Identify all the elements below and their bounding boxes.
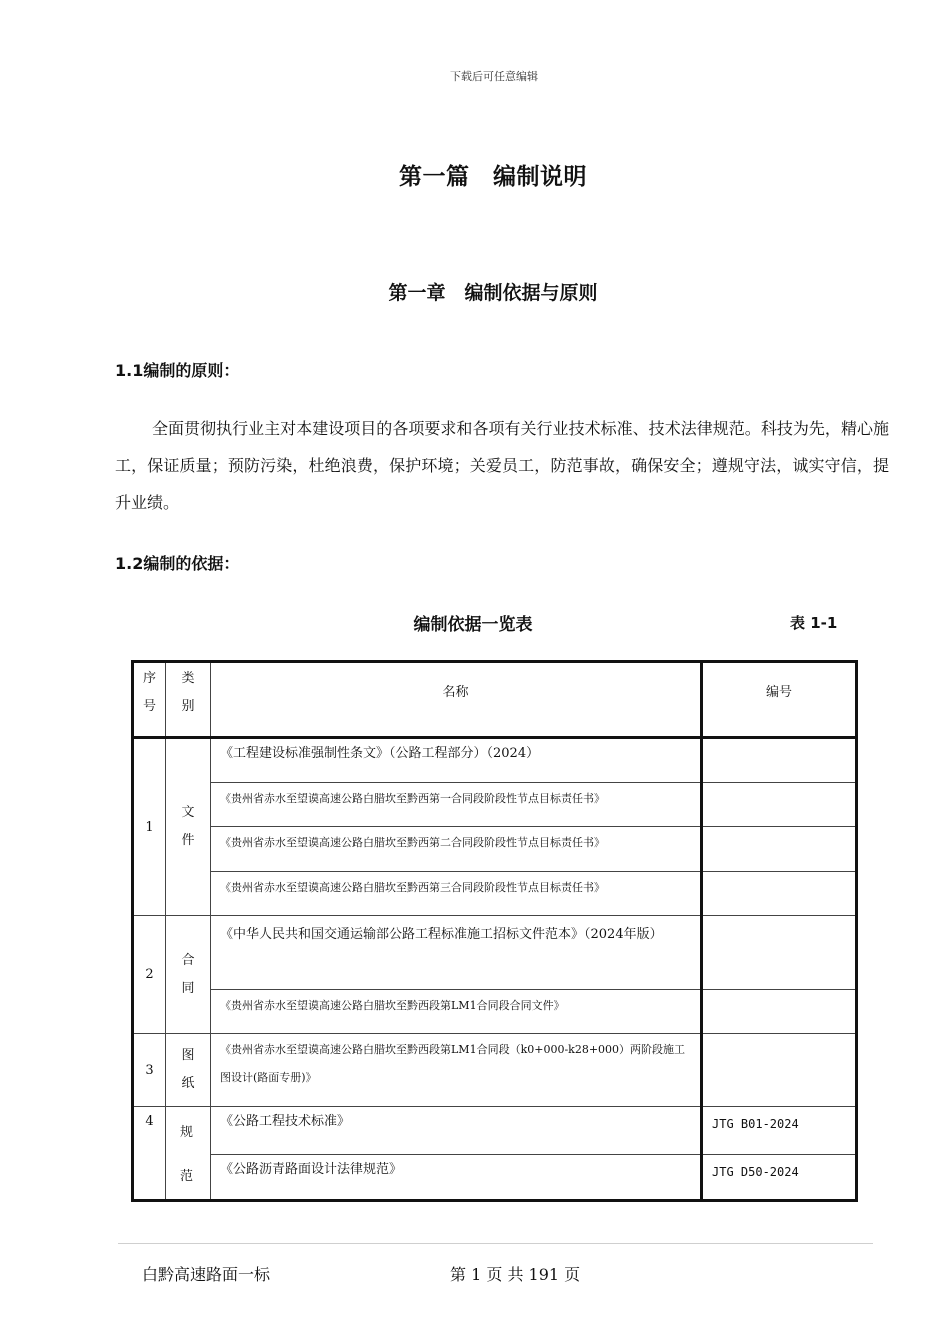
part-title: 第一篇 编制说明 [399, 164, 587, 190]
table-row [133, 783, 857, 827]
row-name: 《贵州省赤水至望谟高速公路白腊坎至黔西段第LM1合同段合同文件》 [211, 990, 702, 1034]
row-code [702, 827, 857, 872]
principles-paragraph: 全面贯彻执行业主对本建设项目的各项要求和各项有关行业技术标准、技术法律规范。科技为先，精心施工，保证质量；预防污染，杜绝浪费，保护环境；关爱员工，防范事故，确保安全；遵规守法，诚实守信，提升业绩。 [115, 419, 889, 512]
section-heading-principles: 1.1编制的原则： [115, 361, 240, 380]
row-category: 规范 [166, 1107, 211, 1201]
table-title: 编制依据一览表 [413, 615, 533, 635]
table-row [133, 872, 857, 916]
header-seq: 序号 [133, 662, 166, 738]
chapter-title: 第一章 编制依据与原则 [388, 282, 598, 304]
row-name: 《贵州省赤水至望谟高速公路白腊坎至黔西第二合同段阶段性节点目标责任书》 [211, 827, 702, 872]
table-number: 表 1-1 [790, 614, 838, 632]
header-code: 编号 [702, 662, 857, 738]
row-seq: 4 [133, 1107, 166, 1201]
row-code [702, 783, 857, 827]
row-name: 《贵州省赤水至望谟高速公路白腊坎至黔西段第LM1合同段（k0+000-k28+000）两阶段施工图设计(路面专册)》 [211, 1034, 702, 1107]
footer-project-name: 白黔高速路面一标 [142, 1265, 271, 1284]
row-code [702, 1034, 857, 1107]
header-category: 类别 [166, 662, 211, 738]
table-row [133, 1034, 857, 1107]
row-seq: 1 [133, 738, 166, 916]
row-name: 《贵州省赤水至望谟高速公路白腊坎至黔西第三合同段阶段性节点目标责任书》 [211, 872, 702, 916]
row-seq: 3 [133, 1034, 166, 1107]
header-name: 名称 [211, 662, 702, 738]
table-row [133, 1107, 857, 1155]
row-category: 文件 [166, 738, 211, 916]
row-name: 《中华人民共和国交通运输部公路工程标准施工招标文件范本》（2024年版） [211, 916, 702, 990]
table-row [133, 990, 857, 1034]
row-code: JTG B01-2024 [702, 1107, 857, 1155]
table-row [133, 1154, 857, 1200]
row-seq: 2 [133, 916, 166, 1034]
row-category: 合同 [166, 916, 211, 1034]
row-name: 《公路沥青路面设计法律规范》 [211, 1154, 702, 1200]
row-name: 《工程建设标准强制性条文》（公路工程部分）（2024） [211, 738, 702, 783]
row-name: 《公路工程技术标准》 [211, 1107, 702, 1155]
table-row [133, 827, 857, 872]
table-row [133, 738, 857, 783]
row-code [702, 738, 857, 783]
table-header-row [133, 662, 857, 738]
footer-page-number: 第 1 页 共 191 页 [450, 1265, 581, 1284]
basis-table [131, 660, 858, 1202]
header-note: 下载后可任意编辑 [450, 70, 538, 83]
row-name: 《贵州省赤水至望谟高速公路白腊坎至黔西第一合同段阶段性节点目标责任书》 [211, 783, 702, 827]
row-code [702, 916, 857, 990]
row-code [702, 990, 857, 1034]
section-heading-basis: 1.2编制的依据： [115, 554, 240, 573]
row-code [702, 872, 857, 916]
footer-divider [118, 1243, 873, 1244]
row-category: 图纸 [166, 1034, 211, 1107]
table-row [133, 916, 857, 990]
row-code: JTG D50-2024 [702, 1154, 857, 1200]
